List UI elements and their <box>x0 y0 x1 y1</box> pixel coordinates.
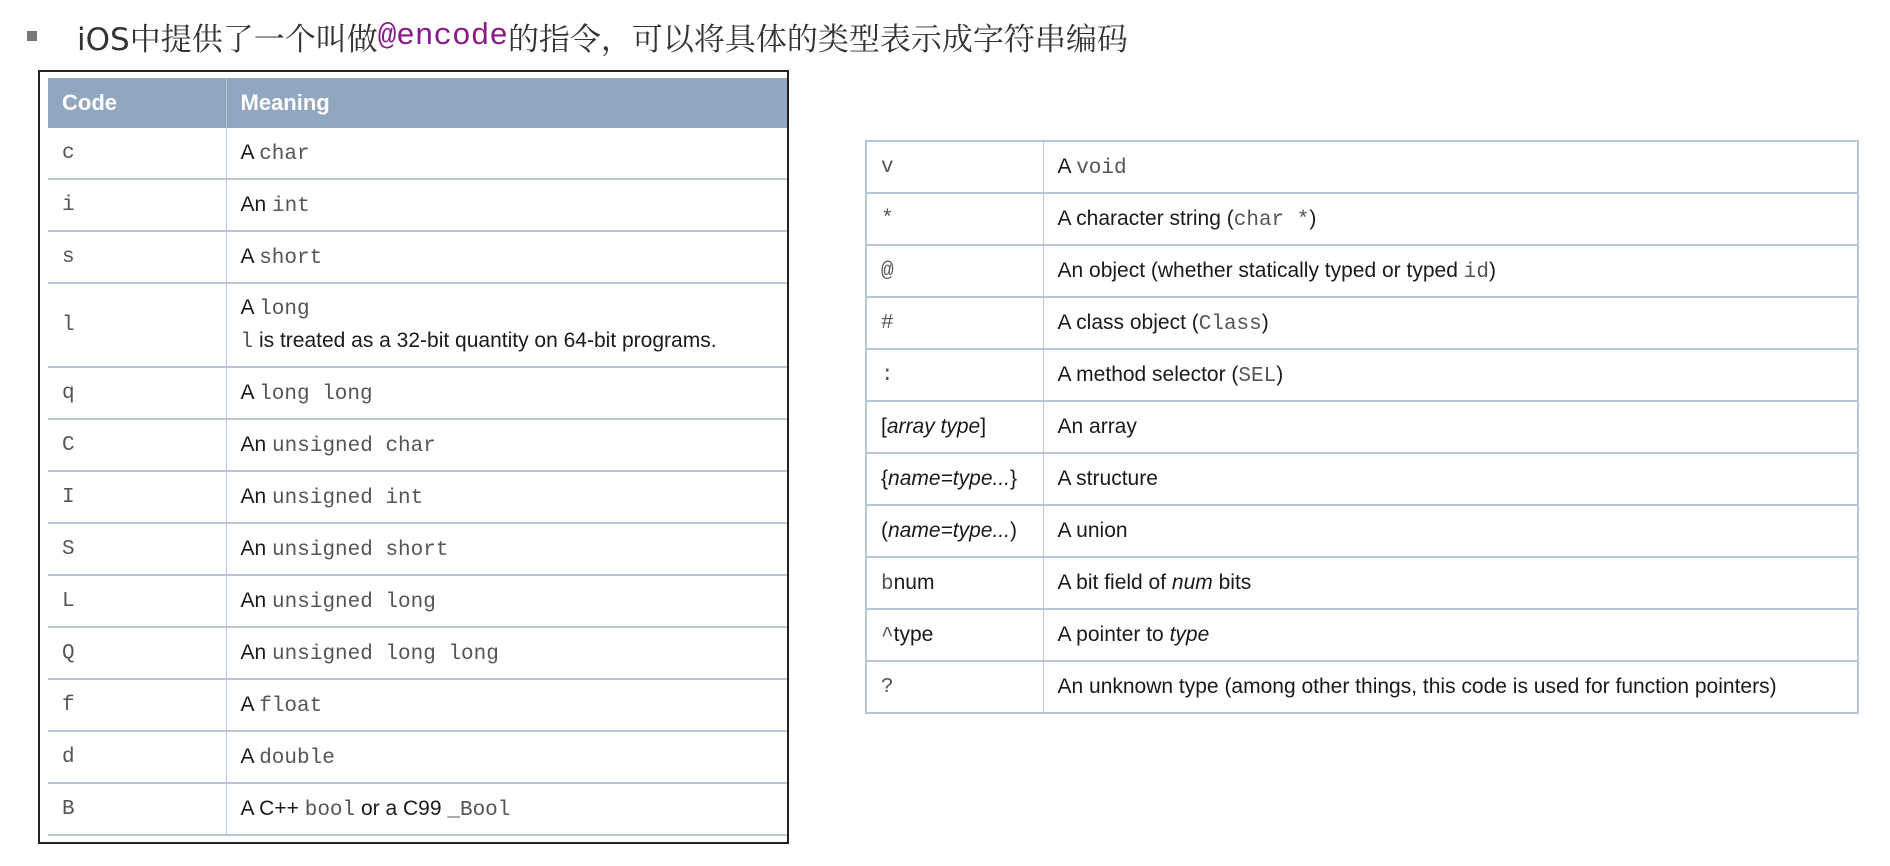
type-name: unsigned char <box>272 434 436 458</box>
table-header-row <box>48 78 789 128</box>
meaning-text: An object (whether statically typed or typed <box>1057 258 1464 282</box>
table-row <box>48 731 789 783</box>
meaning-cell <box>226 523 789 575</box>
code-cell: : <box>866 349 1043 401</box>
header-meaning: Meaning <box>226 78 789 128</box>
code-placeholder: name=type... <box>888 519 1010 542</box>
code-bracket-close: ] <box>980 415 987 438</box>
type-name: Class <box>1198 312 1262 336</box>
type-name: char * <box>1233 208 1310 232</box>
code-cell <box>866 505 1043 557</box>
meaning-text: A pointer to <box>1057 623 1170 646</box>
type-name: unsigned int <box>272 486 424 510</box>
code-cell: ? <box>866 661 1043 713</box>
bullet-icon <box>27 31 37 41</box>
table-row <box>48 783 789 835</box>
header-code: Code <box>48 78 226 128</box>
meaning-cell <box>226 367 789 419</box>
meaning-suffix: ) <box>1488 258 1496 282</box>
meaning-cell <box>226 627 789 679</box>
meaning-text: A bit field of <box>1057 571 1172 594</box>
code-placeholder: array type <box>886 415 981 438</box>
type-name: bool <box>304 798 356 822</box>
code-cell: s <box>48 231 226 283</box>
meaning-cell <box>1043 193 1858 245</box>
meaning-text: An <box>240 536 273 560</box>
meaning-cell <box>226 179 789 231</box>
meaning-suffix: ) <box>1309 206 1317 230</box>
code-cell: S <box>48 523 226 575</box>
encode-table-left <box>48 78 789 836</box>
type-name: unsigned short <box>272 538 449 562</box>
table-row <box>866 609 1858 661</box>
code-cell: v <box>866 141 1043 193</box>
code-cell: @ <box>866 245 1043 297</box>
meaning-text: A <box>240 380 260 404</box>
table-row <box>48 419 789 471</box>
meaning-suffix: ) <box>1261 310 1269 334</box>
type-name: long long <box>259 382 373 406</box>
heading-keyword: @encode <box>377 18 508 54</box>
meaning-emphasis: num <box>1171 571 1213 594</box>
table-row <box>48 367 789 419</box>
heading-suffix: 的指令，可以将具体的类型表示成字符串编码 <box>507 21 1128 58</box>
table-row <box>866 401 1858 453</box>
meaning-cell <box>226 231 789 283</box>
code-cell <box>866 609 1043 661</box>
code-bracket-close: ) <box>1010 519 1017 542</box>
meaning-text: An <box>240 588 273 612</box>
meaning-cell <box>1043 557 1858 609</box>
code-cell: * <box>866 193 1043 245</box>
meaning-cell <box>226 575 789 627</box>
meaning-cell <box>226 128 789 179</box>
code-cell: B <box>48 783 226 835</box>
left-table-frame <box>38 70 789 844</box>
code-cell: Q <box>48 627 226 679</box>
code-word: type <box>893 622 934 646</box>
type-name: int <box>272 194 310 218</box>
meaning-cell: An unknown type (among other things, this code is used for function pointers) <box>1043 661 1858 713</box>
table-row <box>48 679 789 731</box>
meaning-text: An <box>240 484 273 508</box>
table-row <box>866 661 1858 713</box>
table-row <box>48 283 789 367</box>
type-name: unsigned long long <box>272 642 499 666</box>
note-text: is treated as a 32-bit quantity on 64-bit programs. <box>253 329 717 352</box>
table-row <box>48 627 789 679</box>
type-name: short <box>259 246 323 270</box>
section-heading <box>24 12 1128 60</box>
code-bracket-open: { <box>881 467 889 490</box>
table-row <box>48 179 789 231</box>
meaning-emphasis: type <box>1169 623 1210 646</box>
table-row <box>866 141 1858 193</box>
meaning-text: An <box>240 640 273 664</box>
code-bracket-open: ( <box>881 519 888 542</box>
meaning-text: A <box>240 692 260 716</box>
type-name: id <box>1463 260 1489 284</box>
meaning-cell <box>226 783 789 835</box>
code-cell: d <box>48 731 226 783</box>
type-name-2: _Bool <box>447 798 511 822</box>
meaning-text: A <box>240 244 260 268</box>
type-name: long <box>259 298 310 321</box>
meaning-cell <box>1043 349 1858 401</box>
meaning-cell <box>1043 297 1858 349</box>
code-word: num <box>893 570 935 594</box>
code-cell: i <box>48 179 226 231</box>
meaning-text: A character string ( <box>1057 206 1234 230</box>
meaning-text: An <box>240 192 273 216</box>
code-prefix: b <box>881 572 894 596</box>
table-row <box>866 193 1858 245</box>
meaning-cell: A structure <box>1043 453 1858 505</box>
meaning-text-mid: or a C99 <box>355 796 448 820</box>
meaning-cell: An array <box>1043 401 1858 453</box>
type-name: char <box>259 142 310 166</box>
code-bracket-open: [ <box>881 415 887 438</box>
type-name: SEL <box>1238 364 1277 388</box>
meaning-cell <box>1043 245 1858 297</box>
meaning-cell <box>226 679 789 731</box>
table-row <box>48 471 789 523</box>
type-name: void <box>1076 156 1127 180</box>
meaning-text: A <box>240 140 260 164</box>
table-row <box>866 557 1858 609</box>
code-cell: C <box>48 419 226 471</box>
table-row <box>48 575 789 627</box>
meaning-text: A <box>240 744 260 768</box>
meaning-text: A <box>1057 154 1077 178</box>
note-code: l <box>240 331 254 354</box>
meaning-cell <box>226 731 789 783</box>
code-cell: l <box>48 283 226 367</box>
meaning-cell <box>226 283 789 367</box>
code-cell <box>866 557 1043 609</box>
table-row <box>48 231 789 283</box>
table-row <box>866 297 1858 349</box>
encode-table-right <box>865 140 1859 714</box>
meaning-cell <box>226 471 789 523</box>
type-name: float <box>259 694 323 718</box>
code-cell: q <box>48 367 226 419</box>
meaning-text: A method selector ( <box>1057 362 1239 386</box>
heading-prefix: iOS中提供了一个叫做 <box>77 21 378 58</box>
table-row <box>48 128 789 179</box>
code-cell <box>866 453 1043 505</box>
table-row <box>866 453 1858 505</box>
type-name: double <box>259 746 335 770</box>
meaning-suffix: bits <box>1212 571 1252 594</box>
meaning-text: A C++ <box>240 796 305 820</box>
code-prefix: ^ <box>881 624 894 648</box>
code-bracket-close: } <box>1010 467 1018 490</box>
code-cell <box>866 401 1043 453</box>
table-row <box>48 523 789 575</box>
meaning-cell: A union <box>1043 505 1858 557</box>
meaning-note <box>241 329 775 354</box>
meaning-text: A class object ( <box>1057 310 1199 334</box>
type-name: unsigned long <box>272 590 436 614</box>
table-row <box>866 505 1858 557</box>
code-cell: c <box>48 128 226 179</box>
meaning-cell <box>1043 609 1858 661</box>
code-cell: # <box>866 297 1043 349</box>
meaning-text: An <box>240 432 273 456</box>
meaning-text: A <box>240 296 260 319</box>
meaning-suffix: ) <box>1276 362 1284 386</box>
table-row <box>866 349 1858 401</box>
code-cell: L <box>48 575 226 627</box>
code-cell: I <box>48 471 226 523</box>
meaning-cell <box>1043 141 1858 193</box>
table-row <box>866 245 1858 297</box>
meaning-cell <box>226 419 789 471</box>
code-cell: f <box>48 679 226 731</box>
code-placeholder: name=type... <box>888 467 1011 490</box>
